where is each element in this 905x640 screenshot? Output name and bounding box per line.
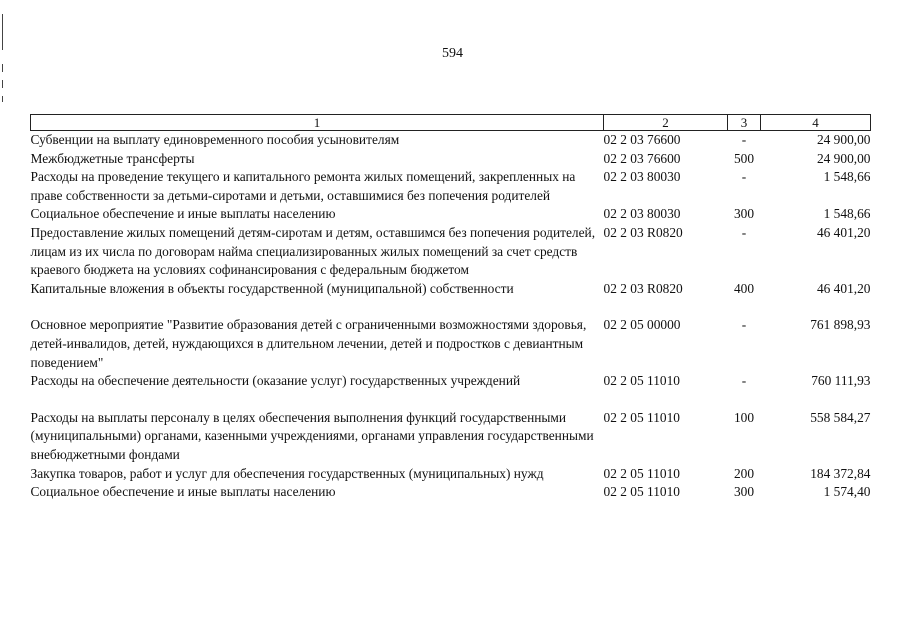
- row-amount: 1 548,66: [823, 169, 871, 185]
- row-code: 02 2 05 11010: [603, 409, 680, 425]
- row-name: Субвенции на выплату единовременного пособия усыновителям: [30, 132, 400, 147]
- scan-edge-mark: [2, 64, 3, 72]
- row-code: 02 2 03 80030: [603, 169, 681, 185]
- row-kind: -: [741, 169, 747, 185]
- table-row: [31, 409, 871, 465]
- column-header-name: 1: [31, 115, 604, 131]
- row-code: 02 2 03 R0820: [603, 280, 683, 296]
- row-code: 02 2 05 00000: [603, 317, 681, 333]
- table-row: [31, 150, 871, 169]
- table-row: [31, 224, 871, 280]
- row-name: Капитальные вложения в объекты государственной (муниципальной) собственности: [30, 280, 514, 296]
- row-code: 02 2 05 11010: [603, 373, 680, 389]
- row-kind: 200: [733, 465, 755, 481]
- budget-table: [30, 114, 871, 502]
- table-row: [31, 316, 871, 372]
- row-code: 02 2 05 11010: [603, 465, 680, 481]
- row-amount: 558 584,27: [810, 409, 871, 425]
- row-name: Межбюджетные трансферты: [30, 150, 195, 166]
- table-row: [31, 205, 871, 224]
- row-amount: 760 111,93: [811, 373, 871, 389]
- row-kind: 300: [733, 484, 755, 500]
- row-amount: 1 574,40: [823, 484, 871, 500]
- row-amount: 46 401,20: [816, 224, 871, 240]
- row-amount: 1 548,66: [823, 206, 871, 222]
- table-header-row: [31, 115, 871, 131]
- row-kind: 400: [733, 280, 755, 296]
- row-amount: 24 900,00: [816, 150, 871, 166]
- row-kind: -: [741, 224, 747, 240]
- row-name: Закупка товаров, работ и услуг для обеспечения государственных (муниципальных) нужд: [30, 465, 544, 481]
- row-name: Социальное обеспечение и иные выплаты населению: [30, 484, 336, 500]
- table-row: [31, 483, 871, 502]
- row-amount: 24 900,00: [816, 132, 871, 147]
- row-amount: 184 372,84: [810, 465, 871, 481]
- table-row: [31, 465, 871, 484]
- row-code: 02 2 03 R0820: [603, 224, 683, 240]
- scan-edge-mark: [2, 80, 3, 88]
- column-header-code: 2: [604, 115, 728, 131]
- row-name: Расходы на проведение текущего и капитального ремонта жилых помещений, закрепленных на праве собственности за детьми-сиротами и детьми, оставшимися без попечения родителей: [30, 169, 576, 203]
- row-amount: 761 898,93: [810, 317, 871, 333]
- page-number: 594: [442, 46, 463, 61]
- row-amount: 46 401,20: [816, 280, 871, 296]
- row-name: Расходы на выплаты персоналу в целях обеспечения выполнения функций государственными (муниципальными) органами, казенными учреждениями, органами управления государственными внебюджетными фондами: [30, 409, 594, 462]
- table-row: [31, 280, 871, 317]
- row-kind: 100: [733, 409, 755, 425]
- row-name: Социальное обеспечение и иные выплаты населению: [30, 206, 336, 222]
- column-header-kind: 3: [728, 115, 761, 131]
- row-code: 02 2 05 11010: [603, 484, 680, 500]
- row-kind: 300: [733, 206, 755, 222]
- scan-edge-mark: [2, 96, 3, 102]
- row-name: Основное мероприятие "Развитие образования детей с ограниченными возможностями здоровья, детей-инвалидов, детей, нуждающихся в длительном лечении, детей и подростков с девиантным поведением": [30, 317, 587, 370]
- table-row: [31, 168, 871, 205]
- row-code: 02 2 03 80030: [603, 206, 681, 222]
- row-name: Предоставление жилых помещений детям-сиротам и детям, оставшимся без попечения родителей, лицам из их числа по договорам найма специализированных жилых помещений за счет средств краевого бюджета на условиях софинансирования с федеральным бюджетом: [30, 224, 596, 278]
- row-name: Расходы на обеспечение деятельности (оказание услуг) государственных учреждений: [30, 373, 521, 389]
- row-code: 02 2 03 76600: [603, 150, 681, 166]
- row-kind: -: [741, 132, 747, 147]
- table-row: [31, 372, 871, 409]
- row-code: 02 2 03 76600: [603, 132, 681, 147]
- row-kind: 500: [733, 150, 755, 166]
- column-header-amount: 4: [761, 115, 871, 131]
- row-kind: -: [741, 373, 747, 389]
- scan-edge-mark: [2, 14, 3, 50]
- table-row: [31, 131, 871, 150]
- row-kind: -: [741, 317, 747, 333]
